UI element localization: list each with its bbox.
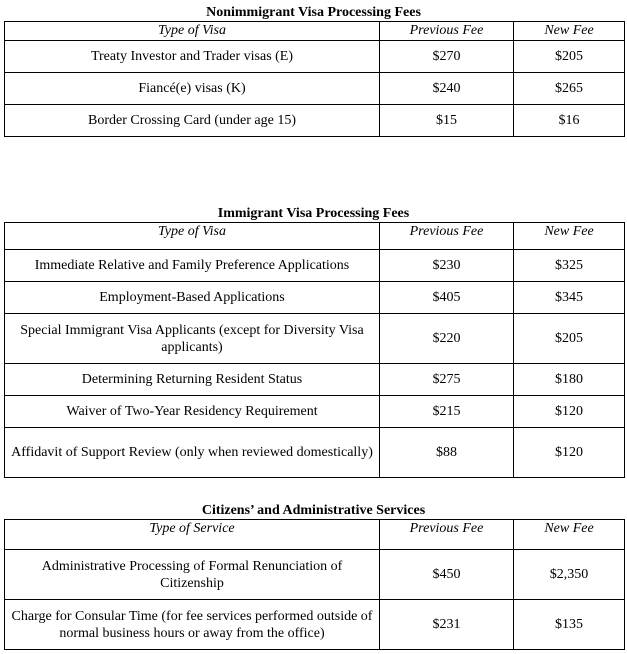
new-fee: $16 [514,105,625,137]
row-label: Waiver of Two-Year Residency Requirement [5,396,380,428]
table-header-row [5,22,625,41]
column-header-type: Type of Service [5,520,380,550]
column-header-new-fee: New Fee [514,520,625,550]
table-row [5,364,625,396]
column-header-previous-fee: Previous Fee [380,223,514,250]
row-label: Immediate Relative and Family Preference Applications [5,250,380,282]
row-label: Determining Returning Resident Status [5,364,380,396]
section-immigrant-fees [0,205,627,222]
column-header-new-fee: New Fee [514,22,625,41]
table-row [5,282,625,314]
new-fee: $120 [514,428,625,478]
table-row [5,428,625,478]
row-label: Administrative Processing of Formal Renunciation of Citizenship [5,550,380,600]
section-title: Citizens’ and Administrative Services [201,503,426,518]
previous-fee: $275 [380,364,514,396]
table-row [5,314,625,364]
table-row [5,41,625,73]
table-header-row [5,223,625,250]
table-row [5,600,625,650]
previous-fee: $215 [380,396,514,428]
new-fee: $180 [514,364,625,396]
row-label: Special Immigrant Visa Applicants (except for Diversity Visa applicants) [5,314,380,364]
new-fee: $265 [514,73,625,105]
section-title: Nonimmigrant Visa Processing Fees [206,5,421,20]
row-label: Affidavit of Support Review (only when reviewed domestically) [5,428,380,478]
section-title: Immigrant Visa Processing Fees [217,206,410,221]
previous-fee: $405 [380,282,514,314]
table-row [5,250,625,282]
immigrant-fee-table [4,222,625,478]
column-header-previous-fee: Previous Fee [380,22,514,41]
table-row [5,550,625,600]
section-citizen-admin-fees [0,502,627,519]
table-row [5,73,625,105]
row-label: Border Crossing Card (under age 15) [5,105,380,137]
column-header-previous-fee: Previous Fee [380,520,514,550]
row-label: Employment-Based Applications [5,282,380,314]
new-fee: $325 [514,250,625,282]
previous-fee: $231 [380,600,514,650]
previous-fee: $220 [380,314,514,364]
row-label: Treaty Investor and Trader visas (E) [5,41,380,73]
row-label: Charge for Consular Time (for fee services performed outside of normal business hours or away from the office) [5,600,380,650]
table-header-row [5,520,625,550]
new-fee: $345 [514,282,625,314]
citizen-services-fee-table [4,519,625,650]
column-header-new-fee: New Fee [514,223,625,250]
previous-fee: $230 [380,250,514,282]
previous-fee: $270 [380,41,514,73]
previous-fee: $15 [380,105,514,137]
new-fee: $120 [514,396,625,428]
section-nonimmigrant-fees [0,4,627,21]
new-fee: $2,350 [514,550,625,600]
previous-fee: $240 [380,73,514,105]
table-row [5,396,625,428]
new-fee: $205 [514,41,625,73]
previous-fee: $88 [380,428,514,478]
table-row [5,105,625,137]
nonimmigrant-fee-table [4,21,625,137]
new-fee: $135 [514,600,625,650]
new-fee: $205 [514,314,625,364]
column-header-type: Type of Visa [5,223,380,250]
row-label: Fiancé(e) visas (K) [5,73,380,105]
previous-fee: $450 [380,550,514,600]
column-header-type: Type of Visa [5,22,380,41]
